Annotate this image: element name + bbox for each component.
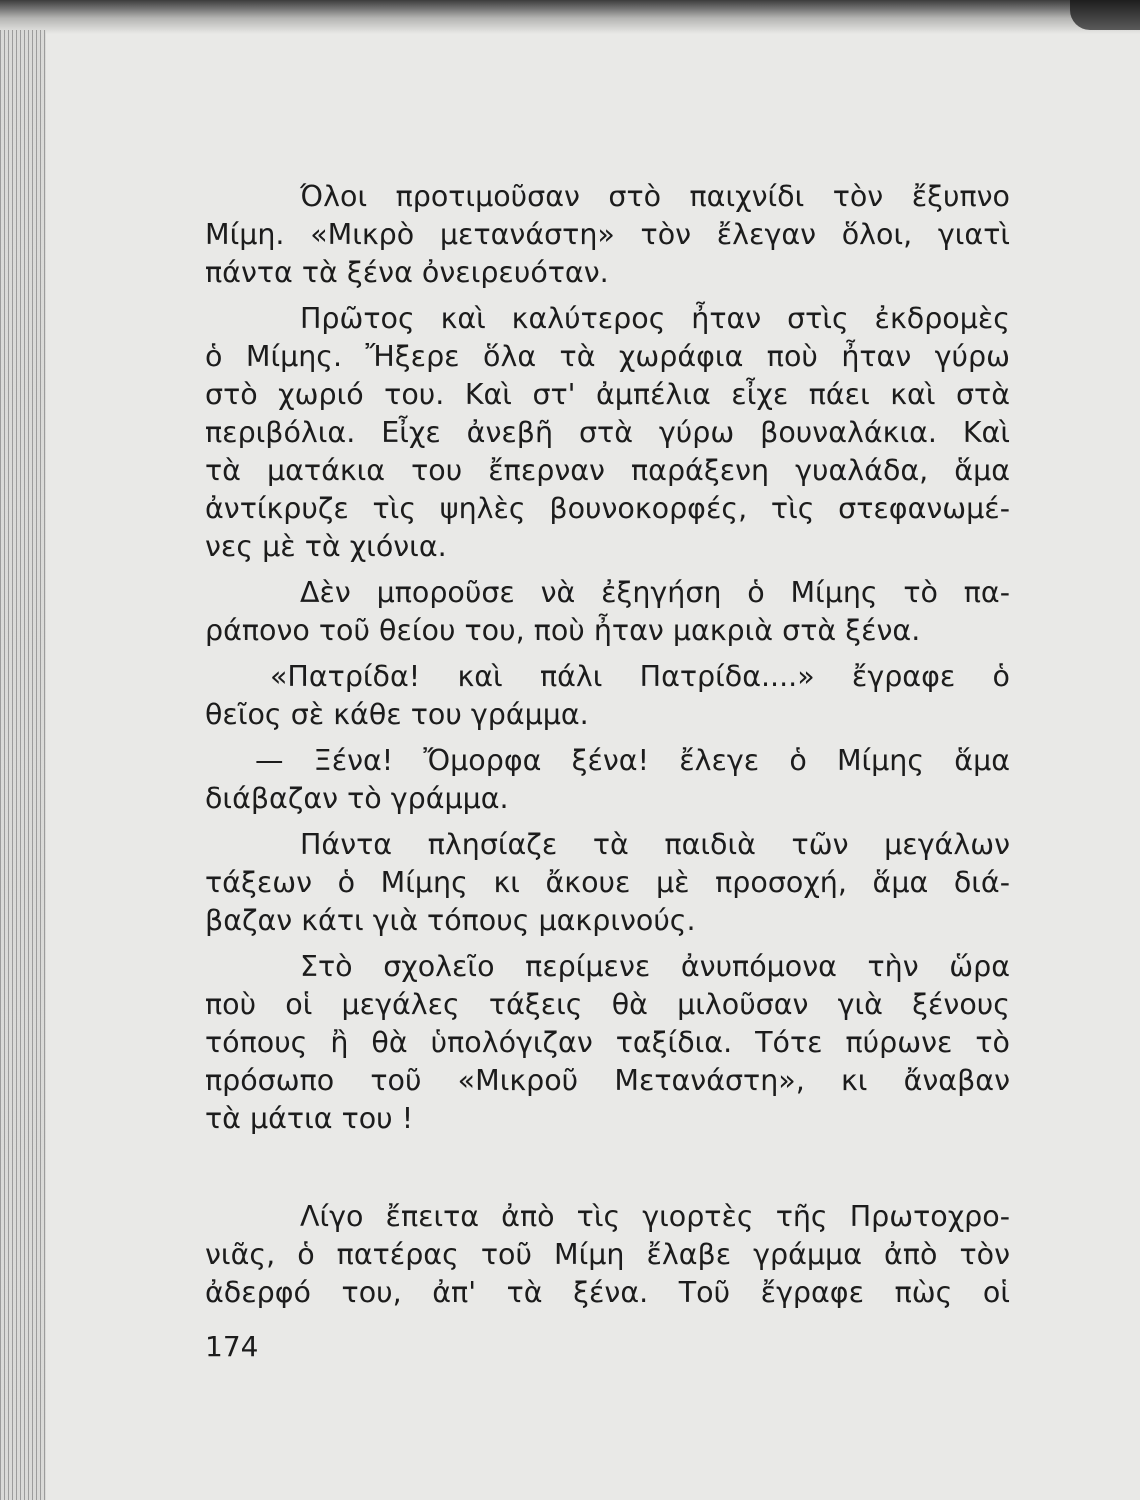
text-line: πρόσωπο τοῦ «Μικροῦ Μετανάστη», κι ἄναβαν	[205, 1064, 1010, 1097]
text-line: Λίγο ἔπειτα ἀπὸ τὶς γιορτὲς τῆς Πρωτοχρο-	[300, 1200, 1010, 1233]
book-cover-corner	[1070, 0, 1140, 30]
binding-edge	[0, 0, 1140, 34]
text-line: περιβόλια. Εἶχε ἀνεβῆ στὰ γύρω βουναλάκια. Καὶ	[205, 416, 1010, 449]
text-line: ράπονο τοῦ θείου του, ποὺ ἦταν μακριὰ στὰ ξένα.	[205, 614, 921, 647]
text-line: ἀδερφό του, ἀπ' τὰ ξένα. Τοῦ ἔγραφε πὼς οἱ	[205, 1276, 1010, 1309]
text-line: Μίμη. «Μικρὸ μετανάστη» τὸν ἔλεγαν ὅλοι, γιατὶ	[205, 218, 1010, 251]
text-line: θεῖος σὲ κάθε του γράμμα.	[205, 698, 589, 731]
text-line: Πάντα πλησίαζε τὰ παιδιὰ τῶν μεγάλων	[300, 828, 1010, 861]
page-number: 174	[205, 1330, 259, 1363]
text-line: «Πατρίδα! καὶ πάλι Πατρίδα....» ἔγραφε ὁ	[270, 660, 1010, 693]
text-line: Πρῶτος καὶ καλύτερος ἦταν στὶς ἐκδρομὲς	[300, 302, 1010, 335]
text-line: στὸ χωριό του. Καὶ στ' ἀμπέλια εἶχε πάει καὶ στὰ	[205, 378, 1010, 411]
text-line: ἀντίκρυζε τὶς ψηλὲς βουνοκορφές, τὶς στεφανωμέ-	[205, 492, 1010, 525]
text-line: Δὲν μποροῦσε νὰ ἐξηγήση ὁ Μίμης τὸ πα-	[300, 576, 1010, 609]
text-line: νες μὲ τὰ χιόνια.	[205, 530, 447, 563]
text-line: νιᾶς, ὁ πατέρας τοῦ Μίμη ἔλαβε γράμμα ἀπὸ τὸν	[205, 1238, 1010, 1271]
stacked-page-edges	[0, 30, 46, 1500]
text-line: Στὸ σχολεῖο περίμενε ἀνυπόμονα τὴν ὥρα	[300, 950, 1010, 983]
text-line: τὰ μάτια του !	[205, 1102, 414, 1135]
text-line: ὁ Μίμης. Ἤξερε ὅλα τὰ χωράφια ποὺ ἦταν γύρω	[205, 340, 1010, 373]
text-line: Όλοι προτιμοῦσαν στὸ παιχνίδι τὸν ἔξυπνο	[300, 180, 1010, 213]
text-line: τάξεων ὁ Μίμης κι ἄκουε μὲ προσοχή, ἅμα διά-	[205, 866, 1010, 899]
text-line: — Ξένα! Ὄμορφα ξένα! ἔλεγε ὁ Μίμης ἅμα	[255, 744, 1010, 777]
text-line: πάντα τὰ ξένα ὀνειρευόταν.	[205, 256, 609, 289]
text-line: τὰ ματάκια του ἔπερναν παράξενη γυαλάδα, ἅμα	[205, 454, 1010, 487]
text-line: διάβαζαν τὸ γράμμα.	[205, 782, 509, 815]
text-line: βαζαν κάτι γιὰ τόπους μακρινούς.	[205, 904, 696, 937]
text-line: τόπους ἢ θὰ ὑπολόγιζαν ταξίδια. Τότε πύρωνε τὸ	[205, 1026, 1010, 1059]
body-text	[205, 178, 1010, 1312]
text-line: ποὺ οἱ μεγάλες τάξεις θὰ μιλοῦσαν γιὰ ξένους	[205, 988, 1010, 1021]
